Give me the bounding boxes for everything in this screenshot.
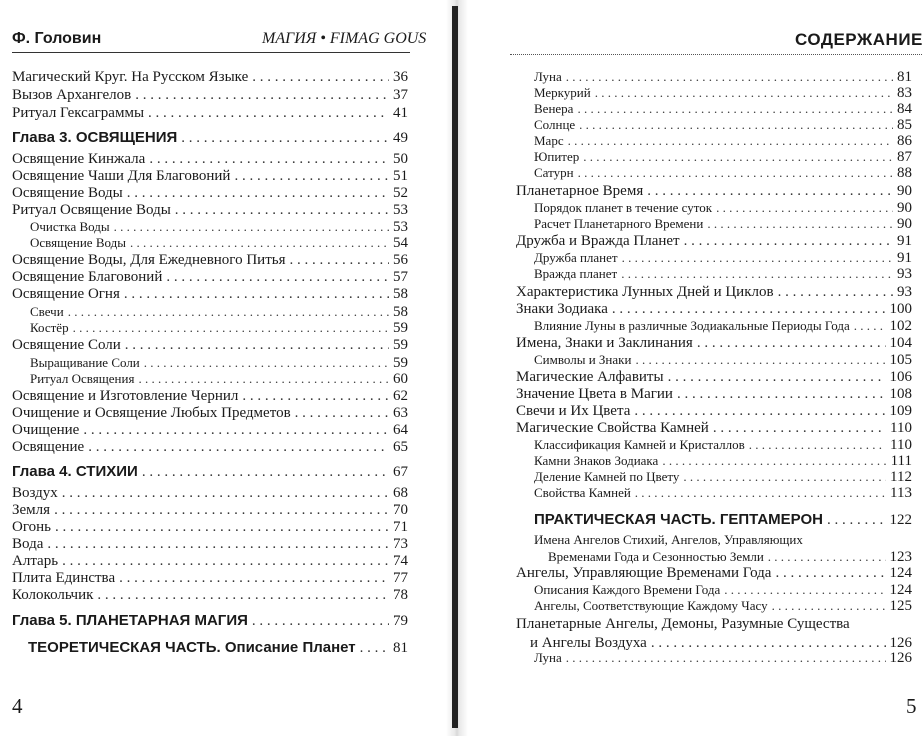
toc-page-number: 78 xyxy=(393,587,408,603)
toc-entry-text: Освящение Благовоний xyxy=(12,269,163,285)
toc-entry[interactable] xyxy=(534,651,912,666)
toc-entry[interactable] xyxy=(12,537,408,552)
toc-entry-text: Расчет Планетарного Времени xyxy=(534,216,704,231)
toc-entry[interactable] xyxy=(534,438,912,453)
toc-entry[interactable] xyxy=(12,571,408,586)
dot-leader xyxy=(114,220,389,233)
dot-leader xyxy=(175,203,389,218)
toc-page-number: 123 xyxy=(889,549,912,565)
dot-leader xyxy=(612,302,886,317)
toc-entry-text: Марс xyxy=(534,133,564,148)
dot-leader xyxy=(583,150,893,163)
toc-page-number: 77 xyxy=(393,570,408,586)
toc-entry-text: Освящение Воды xyxy=(12,185,123,201)
toc-entry[interactable] xyxy=(516,387,912,402)
toc-entry-text: Освящение Кинжала xyxy=(12,151,146,167)
toc-page-number: 88 xyxy=(897,165,912,181)
toc-entry[interactable] xyxy=(534,267,912,282)
toc-entry-text: Символы и Знаки xyxy=(534,352,632,367)
toc-page-number: 124 xyxy=(889,582,912,598)
toc-entry-text-continued: Временами Года и Сезонностью Земли xyxy=(548,549,764,564)
left-page xyxy=(0,0,440,736)
toc-entry[interactable] xyxy=(30,356,408,371)
toc-entry-text: Очистка Воды xyxy=(30,219,110,234)
dot-leader xyxy=(148,106,389,121)
dot-leader xyxy=(772,599,886,612)
toc-entry[interactable] xyxy=(12,253,408,268)
dot-leader xyxy=(135,88,389,103)
toc-page-number: 81 xyxy=(393,640,408,656)
toc-page-number: 37 xyxy=(393,87,408,103)
toc-page-number: 59 xyxy=(393,337,408,353)
toc-entry-text: Камни Знаков Зодиака xyxy=(534,453,659,468)
toc-page-number: 79 xyxy=(393,613,408,629)
toc-entry[interactable] xyxy=(12,169,408,184)
toc-page-number: 53 xyxy=(393,219,408,235)
toc-page-number: 85 xyxy=(897,117,912,133)
toc-entry[interactable] xyxy=(516,285,912,300)
toc-entry-text: Глава 4. СТИХИИ xyxy=(12,463,138,480)
toc-entry[interactable] xyxy=(30,372,408,387)
toc-entry-text: Знаки Зодиака xyxy=(516,301,608,317)
dot-leader xyxy=(749,438,886,451)
toc-entry[interactable] xyxy=(12,406,408,421)
toc-entry-text: Магический Круг. На Русском Языке xyxy=(12,69,249,85)
toc-page-number: 73 xyxy=(393,536,408,552)
toc-page-number: 63 xyxy=(393,405,408,421)
toc-entry[interactable] xyxy=(516,566,912,581)
toc-entry-text: Характеристика Лунных Дней и Циклов xyxy=(516,284,774,300)
toc-entry-text: Освящение Соли xyxy=(12,337,121,353)
toc-page-number: 68 xyxy=(393,485,408,501)
dot-leader xyxy=(697,336,886,351)
dot-leader xyxy=(360,641,389,656)
toc-entry-text: Вызов Архангелов xyxy=(12,87,132,103)
toc-entry-text: Меркурий xyxy=(534,85,591,100)
toc-page-number: 74 xyxy=(393,553,408,569)
toc-entry-text: Освящение Огня xyxy=(12,286,120,302)
toc-entry[interactable] xyxy=(530,636,912,651)
toc-page-number: 124 xyxy=(889,565,912,581)
toc-entry[interactable] xyxy=(516,234,912,249)
toc-page-number: 52 xyxy=(393,185,408,201)
toc-entry-text: Освящение xyxy=(12,439,85,455)
dot-leader xyxy=(97,588,389,603)
toc-entry-text: Освящение Воды xyxy=(30,235,126,250)
toc-page-number: 87 xyxy=(897,149,912,165)
toc-entry-text: Выращивание Соли xyxy=(30,355,140,370)
toc-entry-text: Вражда планет xyxy=(534,266,618,281)
toc-entry[interactable] xyxy=(534,251,912,266)
toc-entry[interactable] xyxy=(516,404,912,419)
toc-entry[interactable] xyxy=(30,305,408,320)
toc-entry[interactable] xyxy=(12,503,408,518)
toc-entry[interactable] xyxy=(12,106,408,121)
toc-page-number: 70 xyxy=(393,502,408,518)
toc-entry-text: Глава 5. ПЛАНЕТАРНАЯ МАГИЯ xyxy=(12,612,248,629)
toc-entry-text: Магические Свойства Камней xyxy=(516,420,709,436)
toc-entry-text: Очищение xyxy=(12,422,80,438)
dot-leader xyxy=(775,566,885,581)
toc-page-number: 54 xyxy=(393,235,408,251)
toc-page-number: 109 xyxy=(889,403,912,419)
toc-entry-text: Ритуал Освящение Воды xyxy=(12,202,171,218)
dot-leader xyxy=(127,186,389,201)
toc-page-number: 41 xyxy=(393,105,408,121)
toc-entry-text: Порядок планет в течение суток xyxy=(534,200,713,215)
toc-page-number: 71 xyxy=(393,519,408,535)
toc-entry[interactable] xyxy=(12,186,408,201)
dot-leader xyxy=(677,387,886,402)
toc-entry[interactable] xyxy=(516,302,912,317)
toc-entry[interactable] xyxy=(516,336,912,351)
toc-page-number: 126 xyxy=(889,635,912,651)
toc-page-number: 83 xyxy=(897,85,912,101)
toc-page-number: 111 xyxy=(890,453,912,469)
toc-page-number: 113 xyxy=(890,485,912,501)
dot-leader xyxy=(166,270,389,285)
toc-page-number: 86 xyxy=(897,133,912,149)
toc-entry-text: Луна xyxy=(534,69,562,84)
dot-leader xyxy=(621,267,893,280)
dot-leader xyxy=(579,118,893,131)
toc-entry-text: Планетарное Время xyxy=(516,183,644,199)
toc-page-number: 105 xyxy=(889,352,912,368)
toc-entry[interactable] xyxy=(12,70,408,85)
toc-entry[interactable] xyxy=(534,150,912,165)
toc-page-number: 91 xyxy=(897,233,912,249)
dot-leader xyxy=(54,503,389,518)
toc-entry-text: Дружба и Вражда Планет xyxy=(516,233,680,249)
dot-leader xyxy=(724,583,885,596)
dot-leader xyxy=(635,486,886,499)
toc-entry[interactable] xyxy=(534,86,912,101)
toc-entry[interactable] xyxy=(30,220,408,235)
toc-page-number: 93 xyxy=(897,266,912,282)
toc-entry[interactable] xyxy=(534,583,912,598)
toc-entry[interactable] xyxy=(12,88,408,103)
toc-page-number: 110 xyxy=(890,420,912,436)
dot-leader xyxy=(138,372,389,385)
toc-entry-text-continued: и Ангелы Воздуха xyxy=(530,635,647,651)
toc-page-number: 59 xyxy=(393,355,408,371)
toc-page-number: 56 xyxy=(393,252,408,268)
toc-entry-text: Дружба планет xyxy=(534,250,618,265)
header-rule xyxy=(510,54,922,55)
dot-leader xyxy=(566,70,893,83)
toc-entry[interactable] xyxy=(534,486,912,501)
header-rule xyxy=(12,52,410,53)
toc-entry-text: Воздух xyxy=(12,485,58,501)
toc-entry-text: Деление Камней по Цвету xyxy=(534,469,680,484)
toc-page-number: 112 xyxy=(890,469,912,485)
toc-entry-text: Глава 3. ОСВЯЩЕНИЯ xyxy=(12,129,178,146)
dot-leader xyxy=(142,465,389,480)
dot-leader xyxy=(622,251,893,264)
dot-leader xyxy=(234,169,389,184)
toc-page-number: 90 xyxy=(897,216,912,232)
toc-entry[interactable] xyxy=(12,287,408,302)
toc-entry[interactable] xyxy=(534,102,912,117)
toc-entry-text: Солнце xyxy=(534,117,576,132)
toc-page-number: 90 xyxy=(897,183,912,199)
toc-page-number: 49 xyxy=(393,130,408,146)
toc-entry[interactable] xyxy=(12,338,408,353)
toc-entry-text: Освящение и Изготовление Чернил xyxy=(12,388,239,404)
toc-entry[interactable] xyxy=(534,599,912,614)
toc-entry[interactable] xyxy=(534,134,912,149)
toc-entry[interactable] xyxy=(12,440,408,455)
dot-leader xyxy=(252,614,389,629)
toc-entry[interactable] xyxy=(516,370,912,385)
dot-leader xyxy=(707,217,893,230)
dot-leader xyxy=(295,406,389,421)
toc-entry-text: ПРАКТИЧЕСКАЯ ЧАСТЬ. ГЕПТАМЕРОН xyxy=(534,511,823,528)
toc-page-number: 108 xyxy=(889,386,912,402)
toc-entry[interactable] xyxy=(534,353,912,368)
toc-page-number: 58 xyxy=(393,286,408,302)
dot-leader xyxy=(684,234,893,249)
toc-entry-text: Свечи и Их Цвета xyxy=(516,403,631,419)
toc-entry-text: Луна xyxy=(534,650,562,665)
running-head-contents: СОДЕРЖАНИЕ xyxy=(795,30,923,49)
toc-page-number: 62 xyxy=(393,388,408,404)
toc-entry-text: Значение Цвета в Магии xyxy=(516,386,673,402)
toc-entry-text: Освящение Воды, Для Ежедневного Питья xyxy=(12,252,286,268)
page-number-left: 4 xyxy=(12,694,23,718)
toc-entry[interactable] xyxy=(534,118,912,133)
dot-leader xyxy=(144,356,389,369)
toc-page-number: 59 xyxy=(393,320,408,336)
toc-page-number: 122 xyxy=(889,512,912,528)
dot-leader xyxy=(124,287,389,302)
toc-entry-text: Очищение и Освящение Любых Предметов xyxy=(12,405,291,421)
toc-entry-text: Планетарные Ангелы, Демоны, Разумные Существа xyxy=(516,616,850,632)
dot-leader xyxy=(635,353,885,366)
toc-entry-text: Юпитер xyxy=(534,149,580,164)
toc-page-number: 51 xyxy=(393,168,408,184)
toc-entry[interactable] xyxy=(534,470,912,485)
dot-leader xyxy=(778,285,893,300)
toc-entry-text: Земля xyxy=(12,502,51,518)
dot-leader xyxy=(130,236,389,249)
toc-page-number: 64 xyxy=(393,422,408,438)
running-head-title: МАГИЯ • FIMAG GOUS xyxy=(262,30,427,47)
dot-leader xyxy=(83,423,389,438)
toc-page-number: 106 xyxy=(889,369,912,385)
toc-entry-text: Ритуал Гексаграммы xyxy=(12,105,145,121)
dot-leader xyxy=(662,454,886,467)
toc-page-number: 67 xyxy=(393,464,408,480)
dot-leader xyxy=(827,513,886,528)
toc-entry-text: Магические Алфавиты xyxy=(516,369,664,385)
toc-entry[interactable] xyxy=(12,554,408,569)
toc-page-number: 84 xyxy=(897,101,912,117)
toc-chapter-heading[interactable] xyxy=(12,613,408,629)
dot-leader xyxy=(651,636,886,651)
toc-page-number: 60 xyxy=(393,371,408,387)
toc-chapter-heading[interactable] xyxy=(534,512,912,528)
dot-leader xyxy=(568,134,893,147)
dot-leader xyxy=(290,253,390,268)
toc-page-number: 81 xyxy=(897,69,912,85)
toc-entry-text: Освящение Чаши Для Благовоний xyxy=(12,168,231,184)
toc-page-number: 91 xyxy=(897,250,912,266)
running-head-author: Ф. Головин xyxy=(12,30,102,47)
toc-entry[interactable] xyxy=(516,421,912,436)
toc-entry[interactable] xyxy=(534,70,912,85)
dot-leader xyxy=(62,554,389,569)
toc-entry[interactable] xyxy=(534,201,912,216)
toc-entry[interactable] xyxy=(12,270,408,285)
toc-entry[interactable] xyxy=(12,520,408,535)
dot-leader xyxy=(68,305,389,318)
book-spine xyxy=(452,6,458,728)
toc-entry-text: Классификация Камней и Кристаллов xyxy=(534,437,745,452)
toc-page-number: 93 xyxy=(897,284,912,300)
dot-leader xyxy=(713,421,886,436)
toc-entry-text: Описания Каждого Времени Года xyxy=(534,582,721,597)
toc-entry-text: Имена, Знаки и Заклинания xyxy=(516,335,693,351)
toc-entry-text: Влияние Луны в различные Зодиакальные Периоды Года xyxy=(534,318,850,333)
toc-page-number: 50 xyxy=(393,151,408,167)
toc-entry[interactable] xyxy=(534,319,912,334)
toc-entry-text: Свойства Камней xyxy=(534,485,631,500)
toc-entry[interactable] xyxy=(30,236,408,251)
toc-entry[interactable] xyxy=(12,588,408,603)
dot-leader xyxy=(88,440,389,455)
toc-chapter-heading[interactable] xyxy=(28,640,408,656)
dot-leader xyxy=(149,152,389,167)
toc-page-number: 100 xyxy=(889,301,912,317)
toc-entry[interactable] xyxy=(12,486,408,501)
toc-page-number: 102 xyxy=(889,318,912,334)
toc-entry-text: Огонь xyxy=(12,519,51,535)
toc-entry-text: ТЕОРЕТИЧЕСКАЯ ЧАСТЬ. Описание Планет xyxy=(28,639,356,656)
toc-page-number: 58 xyxy=(393,304,408,320)
toc-entry-text: Костёр xyxy=(30,320,69,335)
toc-entry-text: Свечи xyxy=(30,304,64,319)
toc-entry[interactable] xyxy=(534,217,912,232)
toc-entry[interactable] xyxy=(12,389,408,404)
toc-page-number: 125 xyxy=(889,598,912,614)
dot-leader xyxy=(578,166,893,179)
dot-leader xyxy=(181,131,389,146)
toc-page-number: 110 xyxy=(890,437,912,453)
dot-leader xyxy=(854,319,886,332)
right-page xyxy=(470,0,924,736)
toc-entry[interactable] xyxy=(12,423,408,438)
dot-leader xyxy=(55,520,389,535)
toc-page-number: 65 xyxy=(393,439,408,455)
toc-page-number: 126 xyxy=(889,650,912,666)
dot-leader xyxy=(577,102,893,115)
toc-chapter-heading[interactable] xyxy=(12,130,408,146)
dot-leader xyxy=(768,550,886,563)
toc-page-number: 36 xyxy=(393,69,408,85)
dot-leader xyxy=(125,338,389,353)
toc-entry-text: Ангелы, Соответствующие Каждому Часу xyxy=(534,598,768,613)
dot-leader xyxy=(119,571,389,586)
dot-leader xyxy=(47,537,389,552)
dot-leader xyxy=(242,389,389,404)
toc-entry-text: Имена Ангелов Стихий, Ангелов, Управляющих xyxy=(534,532,803,547)
toc-entry[interactable] xyxy=(12,152,408,167)
toc-chapter-heading[interactable] xyxy=(12,464,408,480)
dot-leader xyxy=(252,70,389,85)
dot-leader xyxy=(73,321,389,334)
dot-leader xyxy=(668,370,886,385)
dot-leader xyxy=(595,86,893,99)
toc-entry-text: Плита Единства xyxy=(12,570,116,586)
toc-page-number: 57 xyxy=(393,269,408,285)
dot-leader xyxy=(716,201,893,214)
toc-entry-text: Венера xyxy=(534,101,574,116)
dot-leader xyxy=(62,486,389,501)
toc-page-number: 90 xyxy=(897,200,912,216)
toc-entry-text: Вода xyxy=(12,536,44,552)
toc-entry[interactable] xyxy=(516,184,912,199)
toc-page-number: 53 xyxy=(393,202,408,218)
dot-leader xyxy=(634,404,885,419)
dot-leader xyxy=(566,651,886,664)
toc-entry-text: Сатурн xyxy=(534,165,574,180)
toc-entry-text: Алтарь xyxy=(12,553,59,569)
toc-page-number: 104 xyxy=(889,335,912,351)
toc-entry[interactable] xyxy=(548,550,912,565)
dot-leader xyxy=(647,184,893,199)
toc-entry[interactable] xyxy=(534,166,912,181)
dot-leader xyxy=(683,470,886,483)
page-number-right: 5 xyxy=(906,694,917,718)
toc-entry[interactable] xyxy=(12,203,408,218)
toc-entry-text: Ангелы, Управляющие Временами Года xyxy=(516,565,772,581)
toc-entry-text: Колокольчик xyxy=(12,587,94,603)
toc-entry[interactable] xyxy=(534,454,912,469)
toc-entry-text: Ритуал Освящения xyxy=(30,371,135,386)
toc-entry[interactable] xyxy=(30,321,408,336)
